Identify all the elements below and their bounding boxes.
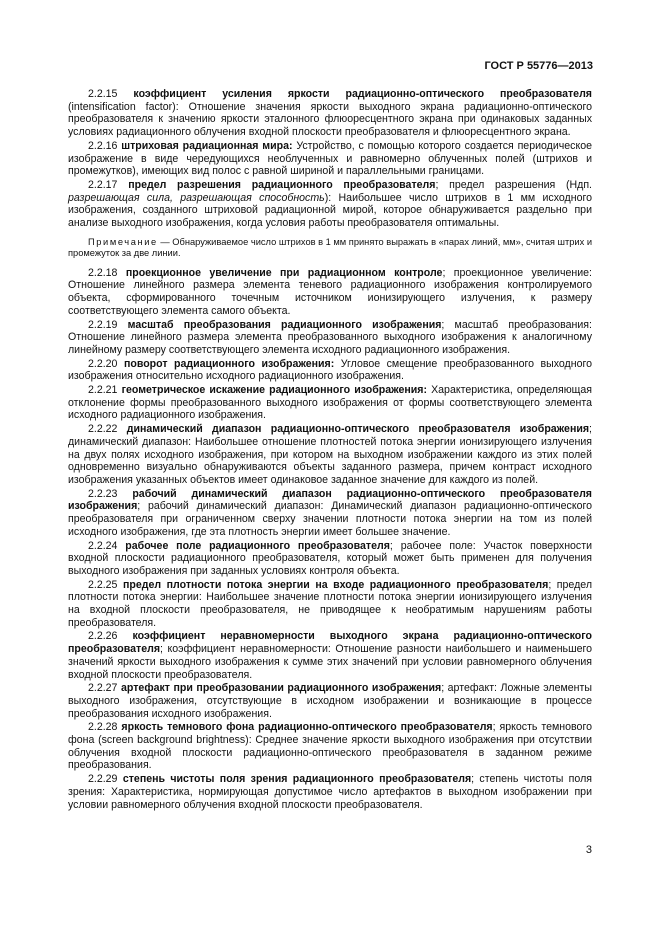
entry-term: проекционное увеличение при радиационном контроле xyxy=(125,266,443,279)
entry-2-2-15 xyxy=(68,88,592,139)
entry-term: коэффициент неравномерности выходного экрана радиационно-оптического преобразователя xyxy=(68,630,592,656)
entry-number: 2.2.18 xyxy=(88,266,118,279)
entry-2-2-22 xyxy=(68,423,592,487)
entry-term: штриховая радиационная мира: xyxy=(121,139,293,152)
entry-number: 2.2.16 xyxy=(88,139,118,152)
entry-2-2-21 xyxy=(68,384,592,422)
entry-term: геометрическое искажение радиационного изображения: xyxy=(121,384,427,397)
entry-definition: ; предел плотности потока энергии: Наибольшее значение плотности потока энергии ионизирующего излучения на входной плоскости преобразователя, не приводящее к необратимым нарушениям работы преобразователя. xyxy=(68,578,592,629)
entry-2-2-19 xyxy=(68,319,592,357)
standard-designation: ГОСТ Р 55776—2013 xyxy=(484,60,593,72)
entry-definition: Угловое смещение преобразованного выходного изображения относительно исходного радиационного изображения. xyxy=(68,357,593,383)
entry-number: 2.2.17 xyxy=(88,178,118,191)
entry-number: 2.2.27 xyxy=(88,682,118,695)
entry-number: 2.2.20 xyxy=(88,357,118,370)
entry-2-2-24 xyxy=(68,540,592,578)
entry-term: предел плотности потока энергии на входе радиационного преобразователя xyxy=(123,578,549,591)
entry-2-2-18 xyxy=(68,267,592,318)
entry-term: артефакт при преобразовании радиационного изображения xyxy=(121,682,442,695)
entry-2-2-16 xyxy=(68,140,592,178)
entry-definition: ; артефакт: Ложные элементы выходного изображения, отсутствующие в исходном изображении и возникающие в процессе преобразования исходного изображения. xyxy=(68,682,592,720)
entry-term: степень чистоты поля зрения радиационного преобразователя xyxy=(122,773,472,786)
entry-definition: Характеристика, определяющая отклонение формы преобразованного выходного изображения от формы соответствующего элемента исходного радиационного изображения. xyxy=(68,384,592,422)
entry-2-2-27 xyxy=(68,682,592,720)
entry-2-2-28 xyxy=(68,721,592,772)
entry-number: 2.2.15 xyxy=(88,88,118,100)
entry-number: 2.2.28 xyxy=(88,721,118,734)
entry-number: 2.2.29 xyxy=(88,773,118,786)
entry-term: рабочее поле радиационного преобразователя xyxy=(125,539,390,552)
entry-term: рабочий динамический диапазон радиационно-оптического преобразователя изображения xyxy=(68,487,592,513)
entry-definition: (intensification factor): Отношение значения яркости выходного экрана радиационно-оптического преобразователя к значению яркости эталонного флюоресцентного экрана при одинаковых заданных условиях радиационного облучения входной плоскости преобразователя и флюоресцентного экрана. xyxy=(68,100,592,139)
entry-definition: ; предел разрешения (Ндп. xyxy=(435,178,592,191)
entry-term: предел разрешения радиационного преобразователя xyxy=(128,178,436,191)
entry-2-2-25 xyxy=(68,579,592,630)
entry-term: коэффициент усиления яркости радиационно-оптического преобразователя xyxy=(133,88,592,100)
entry-2-2-23 xyxy=(68,488,592,539)
entry-2-2-20 xyxy=(68,358,592,383)
entry-definition: ; динамический диапазон: Наибольшее отношение плотностей потока энергии ионизирующего излучения на двух полях исходного изображения, при котором на выходном изображении каждого из этих полей одновременно визуально обнаруживаются объекты заданного размера, причем контраст исходного изображения указанных объектов имеет одинаковое заданное значение для каждого из полей. xyxy=(68,423,592,486)
entry-number: 2.2.22 xyxy=(88,423,118,436)
entry-definition: ; коэффициент неравномерности: Отношение разности наибольшего и наименьшего значений яркости выходного изображения к сумме этих значений при условии равномерного облучения входной плоскости преобразователя. xyxy=(68,643,592,681)
document-body xyxy=(68,88,592,812)
entry-2-2-26 xyxy=(68,630,592,681)
entry-term: поворот радиационного изображения: xyxy=(123,357,335,370)
entry-definition: Устройство, с помощью которого создается периодическое изображение в виде чередующихся необлученных и равномерно облученных полей (штрихов и промежутков), имеющих вид полос с равной шириной и параллельными границами. xyxy=(68,139,593,178)
deprecated-term: разрешающая сила, разрешающая способность xyxy=(68,191,325,204)
entry-number: 2.2.26 xyxy=(88,630,118,643)
entry-term: масштаб преобразования радиационного изображения xyxy=(127,318,442,331)
entry-number: 2.2.21 xyxy=(88,384,118,397)
entry-term: динамический диапазон радиационно-оптического преобразователя изображения xyxy=(126,423,590,436)
entry-2-2-29 xyxy=(68,773,592,811)
entry-definition: ; рабочее поле: Участок поверхности входной плоскости радиационного преобразователя, который может быть применен для получения выходного изображения при заданных условиях контроля объекта. xyxy=(68,539,592,577)
entry-number: 2.2.25 xyxy=(88,578,118,591)
entry-definition: ; масштаб преобразования: Отношение линейного размера элемента преобразованного выходного изображения к аналогичному линейному размеру соответствующего элемента исходного радиационного изображения. xyxy=(68,318,592,356)
entry-number: 2.2.24 xyxy=(88,539,118,552)
entry-definition: ; проекционное увеличение: Отношение линейного размера элемента теневого радиационного изображения контролируемого объекта, сформированного точечным источником ионизирующего излучения, к размеру соответствующего элемента самого объекта. xyxy=(68,266,592,317)
note xyxy=(68,237,592,260)
entry-number: 2.2.23 xyxy=(88,487,118,500)
entry-number: 2.2.19 xyxy=(88,318,118,331)
note-text: — Обнаруживаемое число штрихов в 1 мм принято выражать в «парах линий, мм», считая штрих и промежуток за две линии. xyxy=(68,236,593,259)
note-label: Примечание xyxy=(88,236,158,247)
entry-definition: ; яркость темнового фона (screen background brightness): Среднее значение яркости выходного изображения при отсутствии облучения входной плоскости радиационно-оптического преобразователя в заданном режиме преобразования. xyxy=(68,721,592,772)
page-number: 3 xyxy=(585,844,592,856)
entry-definition: ; рабочий динамический диапазон: Динамический диапазон радиационно-оптического преобразователя при ограниченном сверху значении плотности потока энергии на том из полей исходного изображения, где эта плотность энергии имеет большее значение. xyxy=(68,500,592,538)
entry-definition: ; степень чистоты поля зрения: Характеристика, нормирующая допустимое число артефактов в выходном изображении при условии равномерного облучения входной плоскости преобразователя. xyxy=(68,773,592,811)
entry-term: яркость темнового фона радиационно-оптического преобразователя xyxy=(121,721,493,734)
entry-definition-rest: ): Наибольшее число штрихов в 1 мм исходного изображения, созданного штриховой радиационной мирой, которое обнаруживается раздельно при анализе выходного изображения, когда условия работы преобразователя оптимальны. xyxy=(68,191,592,230)
entry-2-2-17 xyxy=(68,179,592,230)
